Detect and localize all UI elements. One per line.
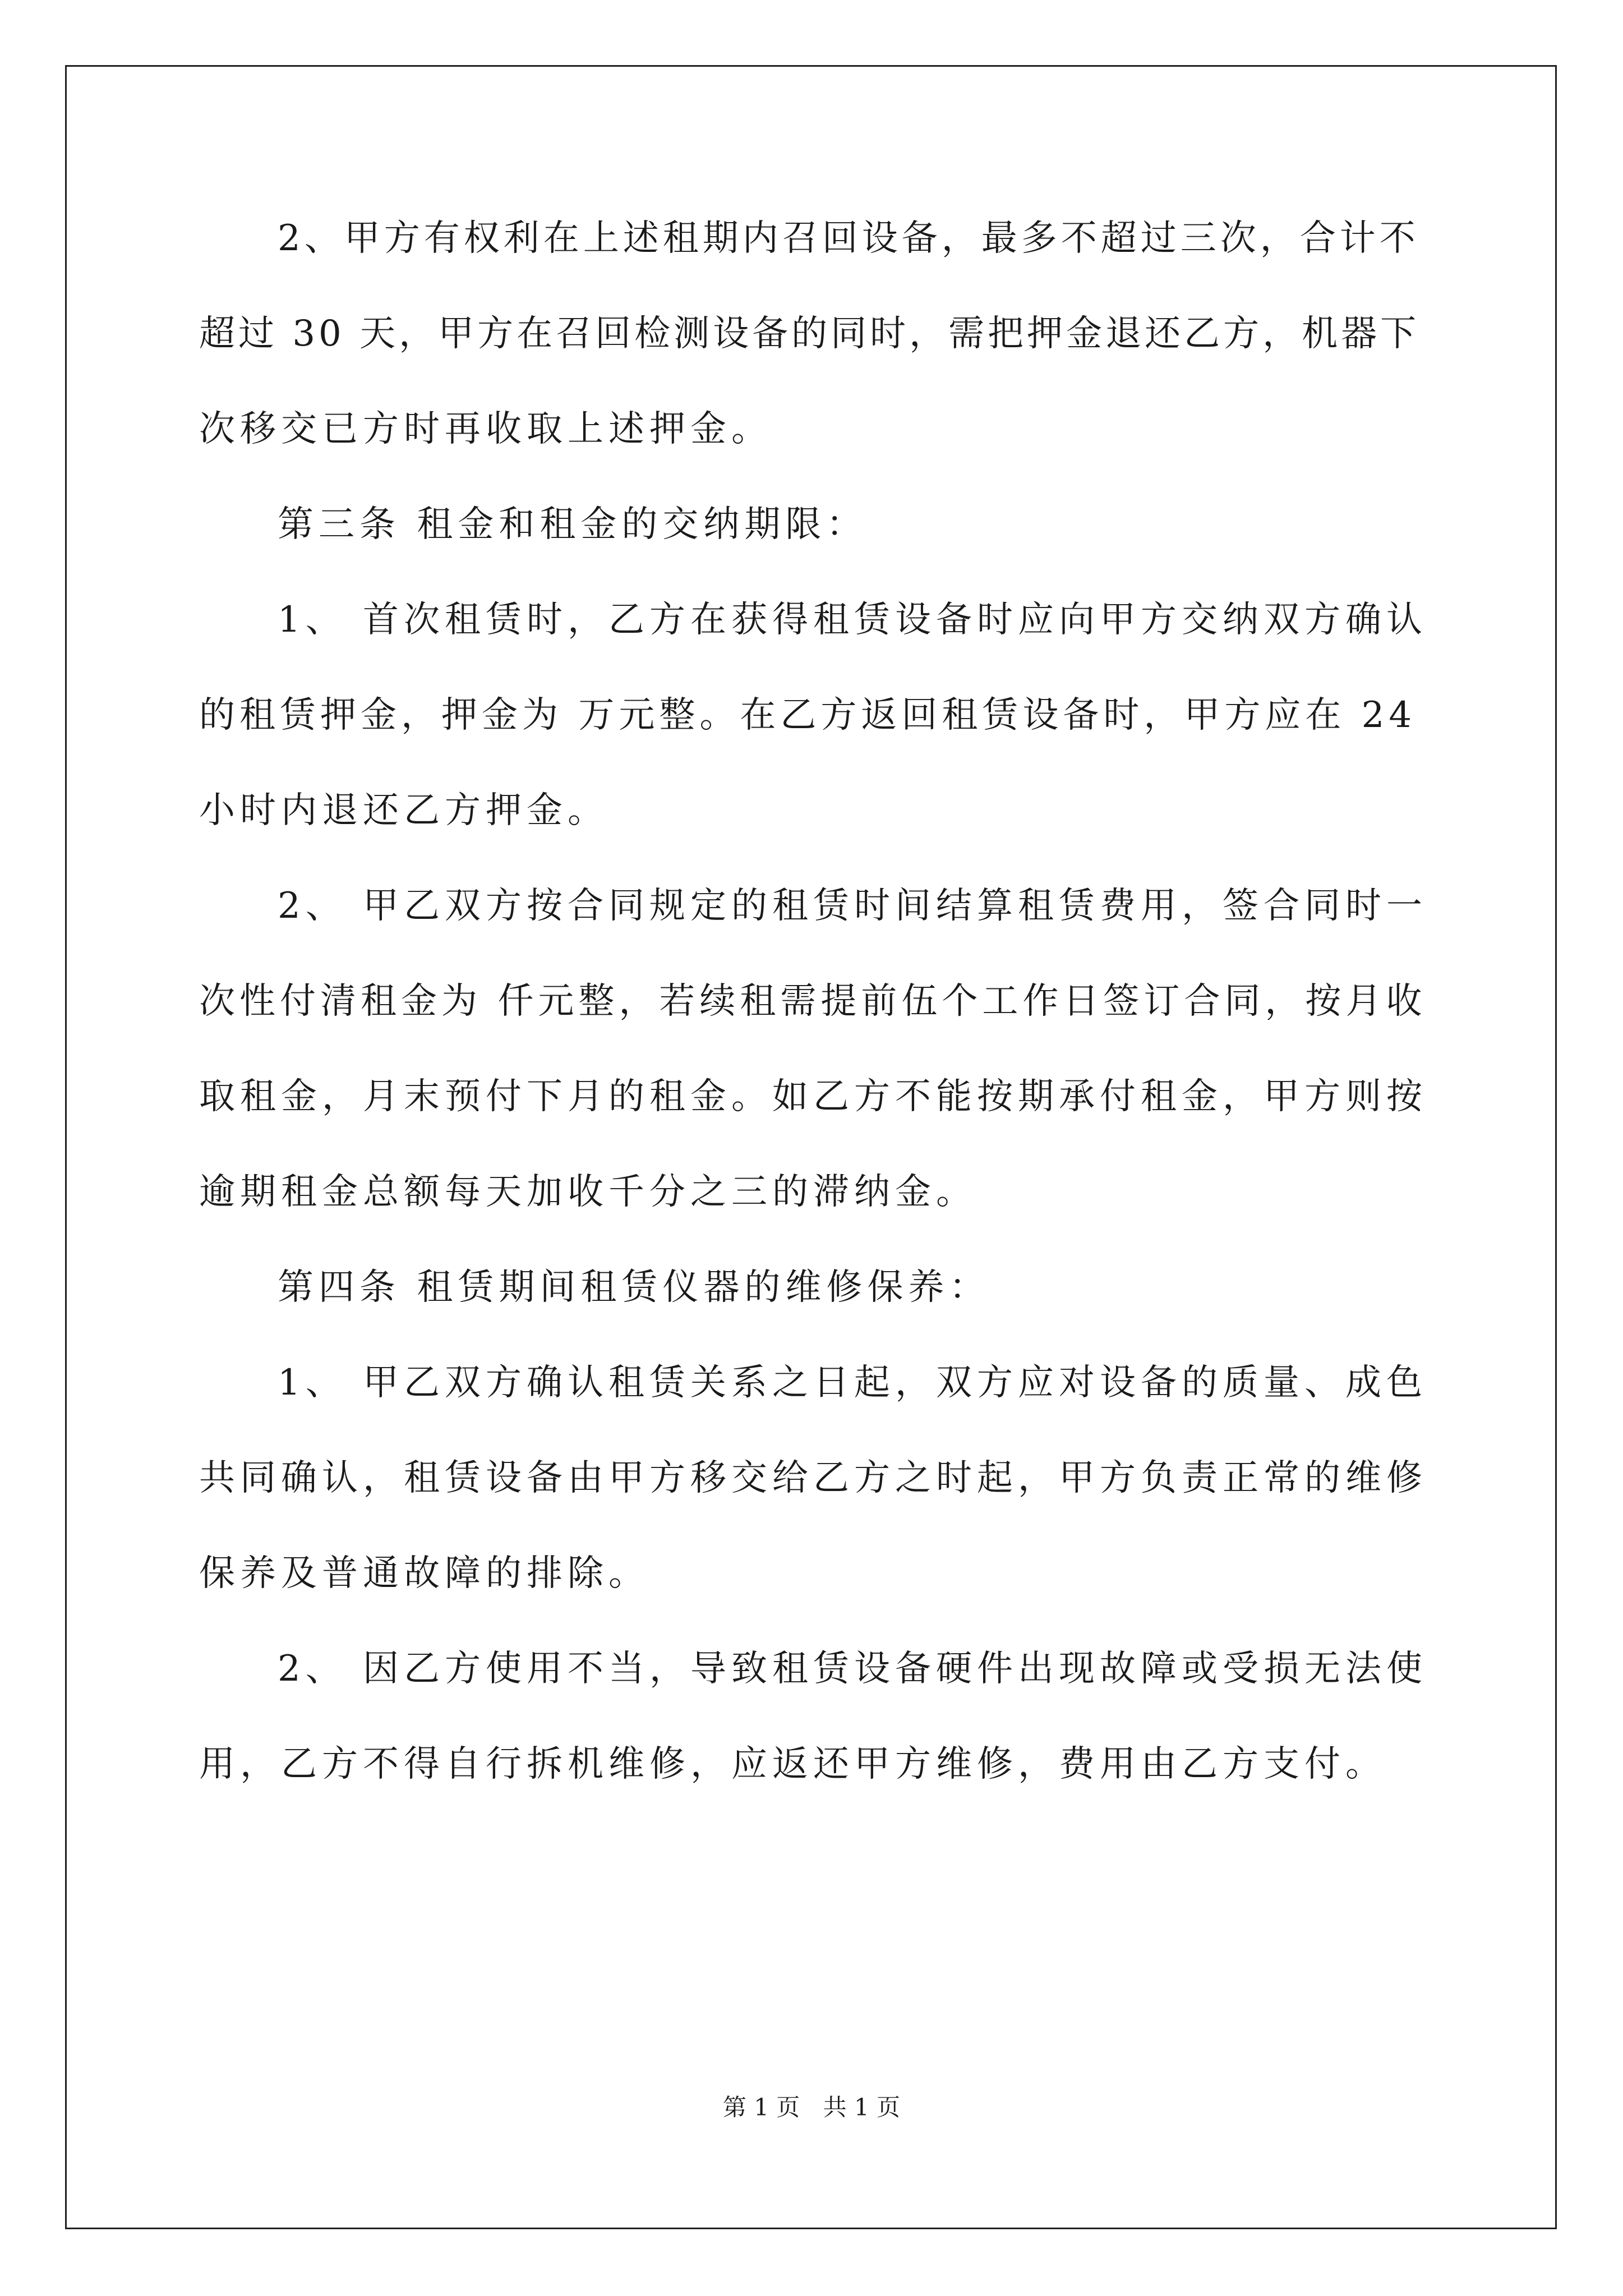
paragraph-line: 1、 首次租赁时，乙方在获得租赁设备时应向甲方交纳双方确认 [278,599,1428,641]
page-footer [0,2091,1623,2124]
page-total: 共 1 页 [823,2093,901,2121]
paragraph-line: 次移交已方时再收取上述押金。 [199,408,772,450]
section-heading: 第三条 租金和租金的交纳期限： [278,504,868,545]
page-number: 第 1 页 [722,2093,800,2121]
paragraph-line: 2、 因乙方使用不当，导致租赁设备硬件出现故障或受损无法使 [278,1648,1428,1690]
paragraph-line: 小时内退还乙方押金。 [199,790,608,831]
page-border [65,65,1557,2229]
paragraph-line: 逾期租金总额每天加收千分之三的滞纳金。 [199,1171,977,1213]
paragraph-line: 2、 甲乙双方按合同规定的租赁时间结算租赁费用，签合同时一 [278,885,1428,927]
paragraph-line: 2、甲方有权利在上述租期内召回设备，最多不超过三次，合计不 [278,218,1419,259]
section-heading: 第四条 租赁期间租赁仪器的维修保养： [278,1267,990,1308]
paragraph-line: 共同确认，租赁设备由甲方移交给乙方之时起，甲方负责正常的维修 [199,1457,1427,1499]
paragraph-line: 的租赁押金，押金为 万元整。在乙方返回租赁设备时，甲方应在 24 [199,694,1417,736]
paragraph-line: 次性付清租金为 仟元整，若续租需提前伍个工作日签订合同，按月收 [199,981,1427,1022]
paragraph-line: 1、 甲乙双方确认租赁关系之日起，双方应对设备的质量、成色 [278,1362,1428,1404]
paragraph-line: 超过 30 天，甲方在召回检测设备的同时，需把押金退还乙方，机器下 [199,313,1420,355]
paragraph-line: 用，乙方不得自行拆机维修，应返还甲方维修，费用由乙方支付。 [199,1743,1386,1785]
paragraph-line: 取租金，月末预付下月的租金。如乙方不能按期承付租金，甲方则按 [199,1076,1427,1117]
paragraph-line: 保养及普通故障的排除。 [199,1553,649,1594]
